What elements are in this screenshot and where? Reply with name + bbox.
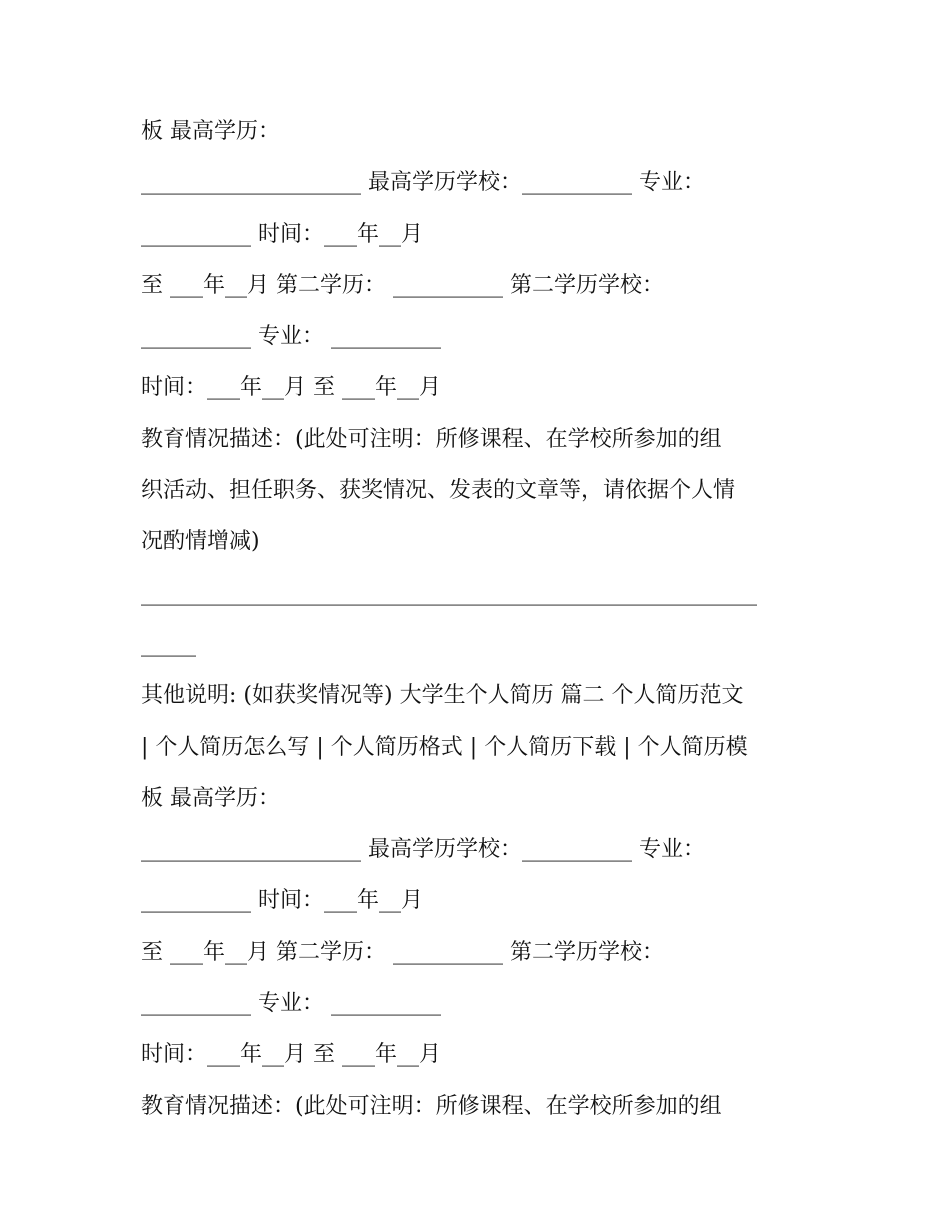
text-line: 时间：___年__月 至 ___年__月: [141, 375, 441, 401]
document-body: [141, 106, 821, 1132]
text-line: | 个人简历怎么写 | 个人简历格式 | 个人简历下载 | 个人简历模: [141, 734, 748, 760]
text-line: 况酌情增减): [141, 529, 260, 555]
text-line: __________ 专业： __________: [141, 991, 441, 1017]
text-line: 板 最高学历：: [141, 119, 280, 144]
text-line: 时间：___年__月 至 ___年__月: [141, 1042, 441, 1068]
text-line: _____: [141, 631, 196, 657]
text-line: ________________________________________________________: [141, 580, 757, 606]
text-line: __________ 时间：___年__月: [141, 221, 423, 247]
text-line: 其他说明: (如获奖情况等) 大学生个人简历 篇二 个人简历范文: [141, 683, 744, 709]
text-line: 板 最高学历：: [141, 785, 280, 811]
text-line: __________ 专业： __________: [141, 324, 441, 350]
text-line: ____________________ 最高学历学校：__________ 专业：: [141, 170, 705, 196]
text-line: 教育情况描述：(此处可注明：所修课程、在学校所参加的组: [141, 1093, 722, 1119]
text-line: ____________________ 最高学历学校：__________ 专业：: [141, 837, 705, 863]
text-line: 教育情况描述：(此处可注明：所修课程、在学校所参加的组: [141, 426, 722, 452]
text-line: 织活动、担任职务、获奖情况、发表的文章等，请依据个人情: [141, 478, 736, 504]
text-line: __________ 时间：___年__月: [141, 888, 423, 914]
text-line: 至 ___年__月 第二学历： __________ 第二学历学校：: [141, 939, 664, 965]
text-line: 至 ___年__月 第二学历： __________ 第二学历学校：: [141, 272, 664, 298]
